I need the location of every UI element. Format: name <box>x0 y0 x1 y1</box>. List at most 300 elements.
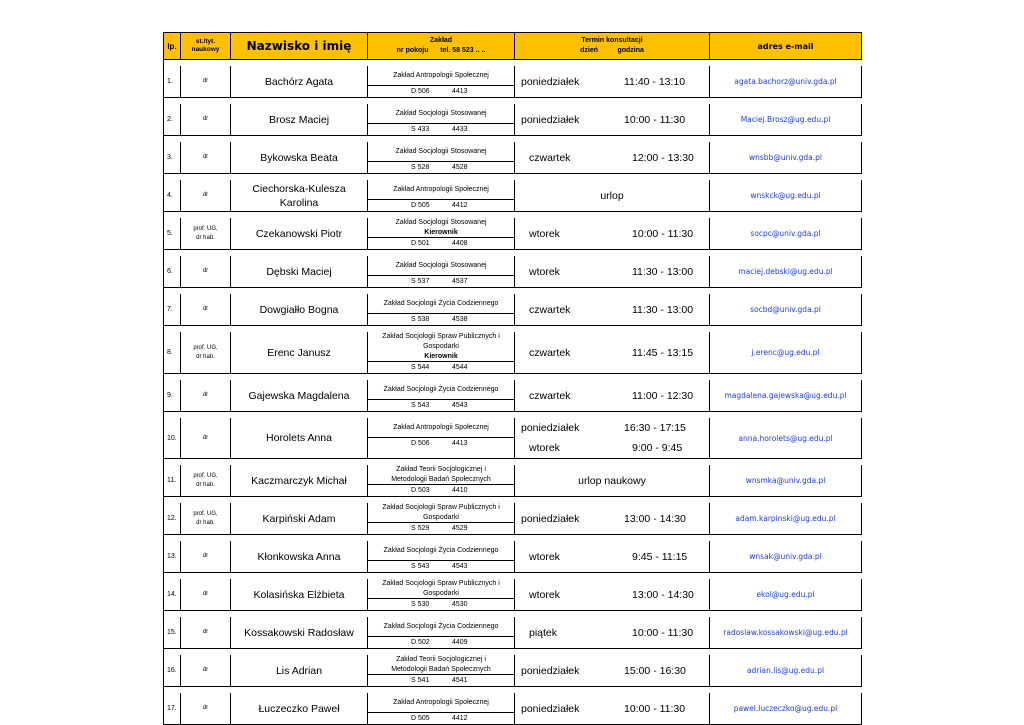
phone-extension: 4538 <box>452 316 468 323</box>
department-name-line: Zakład Teorii Socjologicznej i <box>396 655 486 663</box>
consultation-time <box>515 256 710 288</box>
email-link[interactable]: anna.horolets@ug.edu.pl <box>710 418 862 459</box>
academic-title <box>181 693 231 725</box>
header-lp: lp. <box>164 33 181 60</box>
person-name <box>231 465 368 497</box>
header-consultation <box>515 33 710 60</box>
department-name-line: Zakład Socjologii Stosowanej <box>395 147 487 155</box>
table-row <box>164 180 862 212</box>
academic-title-line1: prof. UG, <box>193 510 218 517</box>
table-row <box>164 579 862 611</box>
room-phone <box>368 399 514 411</box>
consultation-hours: 10:00 - 11:30 <box>632 626 694 639</box>
consultation-time <box>515 332 710 374</box>
consultation-day: poniedziałek <box>521 113 580 126</box>
table-row <box>164 418 862 459</box>
email-link[interactable]: pawel.luczeczko@ug.edu.pl <box>710 693 862 725</box>
consultation-hours: 11:40 - 13:10 <box>624 75 686 88</box>
academic-title-line2: dr hab. <box>196 234 215 241</box>
consultation-time <box>515 66 710 98</box>
phone-extension: 4410 <box>452 487 468 494</box>
person-name-line1: Kossakowski Radosław <box>244 626 354 639</box>
header-room-phone: nr pokoju tel. 58 523 .. .. <box>396 47 486 54</box>
department-name-line: Gospodarki <box>423 342 459 350</box>
email-link[interactable]: wnsbb@univ.gda.pl <box>710 142 862 174</box>
phone-extension: 4408 <box>452 240 468 247</box>
academic-title <box>181 503 231 535</box>
consultation-hours: 10:00 - 11:30 <box>624 113 686 126</box>
email-link[interactable]: socpc@univ.gda.pl <box>710 218 862 250</box>
row-number: 17. <box>164 693 181 725</box>
room-phone <box>368 636 514 648</box>
email-link[interactable]: radoslaw.kossakowski@ug.edu.pl <box>710 617 862 649</box>
room-phone <box>368 123 514 135</box>
table-body <box>164 60 862 725</box>
header-department <box>368 33 515 60</box>
row-number: 9. <box>164 380 181 412</box>
department-name <box>368 693 514 712</box>
head-of-department-label: Kierownik <box>424 352 458 360</box>
department-name <box>368 332 514 361</box>
consultation-time <box>515 142 710 174</box>
consultation-hours: 10:00 - 11:30 <box>624 702 686 715</box>
row-number: 2. <box>164 104 181 136</box>
person-name <box>231 180 368 212</box>
header-name-text: Nazwisko i imię <box>246 39 352 53</box>
header-title-line2: naukowy <box>191 46 220 53</box>
person-name-line1: Ciechorska-Kulesza <box>252 182 346 195</box>
consultation-slot <box>515 624 709 641</box>
academic-title-line1: dr <box>202 154 209 160</box>
consultation-time <box>515 418 710 459</box>
person-name <box>231 380 368 412</box>
academic-title-line1: dr <box>202 268 209 274</box>
row-number: 15. <box>164 617 181 649</box>
academic-title <box>181 180 231 212</box>
header-consultation-label: Termin konsultacji <box>581 37 643 44</box>
department-cell <box>368 579 515 611</box>
department-cell <box>368 380 515 412</box>
academic-title-line2: dr hab. <box>196 481 215 488</box>
room-number: S 543 <box>411 563 430 570</box>
person-name-line1: Łuczeczko Paweł <box>258 702 340 715</box>
department-name-line: Zakład Socjologii Stosowanej <box>395 109 487 117</box>
consultation-day: poniedziałek <box>521 664 580 677</box>
phone-extension: 4433 <box>452 126 468 133</box>
table-row <box>164 617 862 649</box>
room-number: D 502 <box>411 639 430 646</box>
department-name-line: Zakład Socjologii Spraw Publicznych i <box>382 579 500 587</box>
table-row <box>164 218 862 250</box>
department-name-line: Zakład Socjologii Stosowanej <box>395 261 487 269</box>
header-day-hour: dzień godzina <box>580 47 644 54</box>
table-row <box>164 465 862 497</box>
consultation-status: urlop <box>600 189 624 202</box>
department-cell <box>368 541 515 573</box>
consultation-time <box>515 218 710 250</box>
academic-title-line1: dr <box>202 392 209 398</box>
phone-extension: 4409 <box>452 639 468 646</box>
room-number: D 505 <box>411 202 430 209</box>
consultation-time <box>515 104 710 136</box>
header-row <box>164 33 862 60</box>
consultation-hours: 9:45 - 11:15 <box>632 550 688 563</box>
phone-extension: 4413 <box>452 440 468 447</box>
consultation-slot <box>515 438 709 458</box>
department-name-line: Zakład Teorii Socjologicznej i <box>396 465 486 473</box>
consultation-day: poniedziałek <box>521 512 580 525</box>
person-name <box>231 256 368 288</box>
email-link[interactable]: magdalena.gajewska@ug.edu.pl <box>710 380 862 412</box>
consultation-slot <box>515 344 709 361</box>
consultation-time <box>515 380 710 412</box>
row-number: 12. <box>164 503 181 535</box>
consultation-hours: 10:00 - 11:30 <box>632 227 694 240</box>
department-name <box>368 104 514 123</box>
consultation-day: czwartek <box>529 151 571 164</box>
row-number: 1. <box>164 66 181 98</box>
department-cell <box>368 617 515 649</box>
phone-extension: 4537 <box>452 278 468 285</box>
consultation-day: wtorek <box>529 265 560 278</box>
header-email: adres e-mail <box>710 33 862 60</box>
academic-title-line1: dr <box>202 667 209 673</box>
academic-title <box>181 218 231 250</box>
consultation-day: czwartek <box>529 389 571 402</box>
person-name-line1: Bykowska Beata <box>260 151 338 164</box>
person-name-line2: Karolina <box>279 196 319 209</box>
person-name-line1: Dowgiałło Bogna <box>259 303 339 316</box>
consultation-time <box>515 294 710 326</box>
row-number: 5. <box>164 218 181 250</box>
email-link[interactable]: wnsak@univ.gda.pl <box>710 541 862 573</box>
consultation-slot <box>515 548 709 565</box>
academic-title <box>181 332 231 374</box>
department-name-line: Gospodarki <box>423 513 459 521</box>
table-row <box>164 541 862 573</box>
department-name-line: Zakład Antropologii Społecznej <box>393 185 489 193</box>
department-name-line: Zakład Socjologii Życia Codziennego <box>383 546 499 554</box>
email-link[interactable]: adam.karpinski@ug.edu.pl <box>710 503 862 535</box>
table-row <box>164 380 862 412</box>
consultation-time <box>515 465 710 497</box>
department-cell <box>368 503 515 535</box>
room-phone <box>368 560 514 572</box>
department-name-line: Zakład Antropologii Społecznej <box>393 423 489 431</box>
phone-extension: 4543 <box>452 563 468 570</box>
room-phone <box>368 712 514 724</box>
email-link[interactable]: maciej.debski@ug.edu.pl <box>710 256 862 288</box>
department-name <box>368 503 514 522</box>
person-name-line1: Gajewska Magdalena <box>248 389 350 402</box>
academic-title <box>181 579 231 611</box>
department-name-line: Zakład Antropologii Społecznej <box>393 698 489 706</box>
academic-title <box>181 541 231 573</box>
room-number: D 503 <box>411 487 430 494</box>
department-cell <box>368 104 515 136</box>
person-name <box>231 66 368 98</box>
consultation-slot <box>515 225 709 242</box>
academic-title <box>181 465 231 497</box>
consultation-hours: 9:00 - 9:45 <box>632 442 683 454</box>
consultation-table-wrapper <box>163 32 861 725</box>
consultation-hours: 16:30 - 17:15 <box>624 422 686 434</box>
table-row <box>164 693 862 725</box>
email-link[interactable]: agata.bachorz@univ.gda.pl <box>710 66 862 98</box>
consultation-hours: 15:00 - 16:30 <box>624 664 686 677</box>
row-number: 3. <box>164 142 181 174</box>
consultation-table <box>163 32 862 725</box>
header-title <box>181 33 231 60</box>
room-phone <box>368 361 514 373</box>
department-name-line: Metodologii Badań Społecznych <box>391 475 491 483</box>
department-cell <box>368 180 515 212</box>
email-link[interactable]: ekol@ug.edu.pl <box>710 579 862 611</box>
department-cell <box>368 66 515 98</box>
email-link[interactable]: Maciej.Brosz@ug.edu.pl <box>710 104 862 136</box>
consultation-slot <box>515 263 709 280</box>
email-link[interactable]: adrian.lis@ug.edu.pl <box>710 655 862 687</box>
person-name-line1: Kłonkowska Anna <box>257 550 341 563</box>
department-name <box>368 541 514 560</box>
room-number: D 506 <box>411 88 430 95</box>
consultation-day: wtorek <box>529 227 560 240</box>
academic-title <box>181 655 231 687</box>
consultation-slot <box>515 586 709 603</box>
person-name-line1: Erenc Janusz <box>267 346 331 359</box>
room-number: D 501 <box>411 240 430 247</box>
row-number: 6. <box>164 256 181 288</box>
consultation-time <box>515 180 710 212</box>
department-cell <box>368 418 515 459</box>
consultation-hours: 11:45 - 13:15 <box>632 346 694 359</box>
consultation-day: czwartek <box>529 303 571 316</box>
department-cell <box>368 332 515 374</box>
phone-extension: 4412 <box>452 202 468 209</box>
phone-extension: 4413 <box>452 88 468 95</box>
room-phone <box>368 674 514 686</box>
consultation-time <box>515 579 710 611</box>
academic-title-line1: dr <box>202 553 209 559</box>
header-title-line1: st./tyt. <box>195 38 216 45</box>
person-name-line1: Karpiński Adam <box>262 512 336 525</box>
person-name-line1: Kolasińska Elżbieta <box>253 588 345 601</box>
consultation-hours: 11:30 - 13:00 <box>632 265 694 278</box>
consultation-time <box>515 503 710 535</box>
department-name <box>368 579 514 598</box>
department-name <box>368 66 514 85</box>
academic-title <box>181 142 231 174</box>
department-cell <box>368 294 515 326</box>
person-name <box>231 503 368 535</box>
academic-title <box>181 418 231 459</box>
person-name <box>231 332 368 374</box>
academic-title-line1: dr <box>202 629 209 635</box>
row-number: 10. <box>164 418 181 459</box>
row-number: 13. <box>164 541 181 573</box>
table-row <box>164 503 862 535</box>
consultation-time <box>515 541 710 573</box>
person-name-line1: Bachórz Agata <box>264 75 334 88</box>
consultation-slot <box>515 149 709 166</box>
head-of-department-label: Kierownik <box>424 228 458 236</box>
consultation-day: czwartek <box>529 346 571 359</box>
department-cell <box>368 693 515 725</box>
department-name <box>368 256 514 275</box>
person-name <box>231 218 368 250</box>
person-name-line1: Brosz Maciej <box>268 113 330 126</box>
consultation-slot <box>515 418 709 438</box>
table-row <box>164 332 862 374</box>
table-row <box>164 256 862 288</box>
consultation-day: poniedziałek <box>521 702 580 715</box>
department-name-line: Zakład Socjologii Życia Codziennego <box>383 299 499 307</box>
academic-title <box>181 66 231 98</box>
consultation-slot <box>515 662 709 679</box>
email-link[interactable]: j.erenc@ug.edu.pl <box>710 332 862 374</box>
academic-title-line1: dr <box>202 78 209 84</box>
room-number: S 537 <box>411 278 430 285</box>
person-name-line1: Lis Adrian <box>275 664 323 677</box>
room-number: D 505 <box>411 715 430 722</box>
table-row <box>164 655 862 687</box>
academic-title <box>181 294 231 326</box>
consultation-day: poniedziałek <box>521 422 580 434</box>
department-name <box>368 655 514 674</box>
department-name <box>368 294 514 313</box>
department-name-line: Zakład Socjologii Spraw Publicznych i <box>382 503 500 511</box>
header-name <box>231 33 368 60</box>
academic-title-line2: dr hab. <box>196 519 215 526</box>
table-row <box>164 104 862 136</box>
consultation-day: wtorek <box>529 588 560 601</box>
person-name <box>231 142 368 174</box>
row-number: 16. <box>164 655 181 687</box>
phone-extension: 4528 <box>452 164 468 171</box>
phone-extension: 4412 <box>452 715 468 722</box>
person-name-line1: Horolets Anna <box>266 432 332 444</box>
consultation-hours: 11:30 - 13:00 <box>632 303 694 316</box>
department-name-line: Zakład Socjologii Stosowanej <box>395 218 487 226</box>
academic-title-line1: dr <box>202 434 209 441</box>
room-phone <box>368 598 514 610</box>
academic-title-line2: dr hab. <box>196 353 215 360</box>
room-phone <box>368 161 514 173</box>
room-number: S 541 <box>411 677 430 684</box>
phone-extension: 4529 <box>452 525 468 532</box>
room-phone <box>368 237 514 249</box>
department-name <box>368 418 514 437</box>
academic-title-line1: dr <box>202 116 209 122</box>
email-link[interactable]: socbd@univ.gda.pl <box>710 294 862 326</box>
department-name <box>368 142 514 161</box>
academic-title-line1: dr <box>202 591 209 597</box>
consultation-slot <box>515 111 709 128</box>
academic-title-line1: prof. UG, <box>193 225 218 232</box>
row-number: 8. <box>164 332 181 374</box>
row-number: 11. <box>164 465 181 497</box>
academic-title-line1: prof. UG, <box>193 472 218 479</box>
email-link[interactable]: wnskck@ug.edu.pl <box>710 180 862 212</box>
academic-title-line1: prof. UG, <box>193 344 218 351</box>
department-name <box>368 180 514 199</box>
consultation-day: piątek <box>529 626 558 639</box>
consultation-time <box>515 655 710 687</box>
person-name <box>231 104 368 136</box>
room-number: S 543 <box>411 402 430 409</box>
person-name <box>231 418 368 459</box>
table-row <box>164 66 862 98</box>
department-cell <box>368 142 515 174</box>
table-row <box>164 142 862 174</box>
department-name-line: Zakład Antropologii Społecznej <box>393 71 489 79</box>
consultation-time <box>515 617 710 649</box>
academic-title-line1: dr <box>202 705 209 711</box>
room-number: S 530 <box>411 601 430 608</box>
person-name <box>231 541 368 573</box>
department-cell <box>368 655 515 687</box>
person-name <box>231 579 368 611</box>
person-name <box>231 294 368 326</box>
consultation-day: wtorek <box>529 442 560 454</box>
academic-title <box>181 104 231 136</box>
phone-extension: 4543 <box>452 402 468 409</box>
department-cell <box>368 256 515 288</box>
person-name <box>231 655 368 687</box>
room-phone <box>368 313 514 325</box>
department-name-line: Metodologii Badań Społecznych <box>391 665 491 673</box>
department-name-line: Zakład Socjologii Spraw Publicznych i <box>382 332 500 340</box>
room-number: S 538 <box>411 316 430 323</box>
person-name-line1: Czekanowski Piotr <box>255 227 343 240</box>
email-link[interactable]: wnsmka@univ.gda.pl <box>710 465 862 497</box>
room-phone <box>368 275 514 287</box>
room-number: D 506 <box>411 440 430 447</box>
person-name <box>231 617 368 649</box>
department-name <box>368 380 514 399</box>
room-phone <box>368 437 514 449</box>
row-number: 4. <box>164 180 181 212</box>
department-name-line: Gospodarki <box>423 589 459 597</box>
phone-extension: 4530 <box>452 601 468 608</box>
consultation-slot <box>515 73 709 90</box>
row-number: 7. <box>164 294 181 326</box>
consultation-slot <box>515 510 709 527</box>
consultation-status: urlop naukowy <box>578 474 646 487</box>
room-phone <box>368 484 514 496</box>
room-number: S 528 <box>411 164 430 171</box>
academic-title-line1: dr <box>202 192 209 198</box>
consultation-time <box>515 693 710 725</box>
room-number: S 433 <box>411 126 430 133</box>
header-department-label: Zakład <box>429 37 453 44</box>
consultation-hours: 11:00 - 12:30 <box>632 389 694 402</box>
row-number: 14. <box>164 579 181 611</box>
consultation-slot <box>515 301 709 318</box>
room-phone <box>368 85 514 97</box>
person-name-line1: Dębski Maciej <box>266 265 332 278</box>
room-number: S 529 <box>411 525 430 532</box>
phone-extension: 4541 <box>452 677 468 684</box>
department-name <box>368 218 514 237</box>
consultation-slot <box>515 700 709 717</box>
department-cell <box>368 218 515 250</box>
room-phone <box>368 199 514 211</box>
academic-title <box>181 617 231 649</box>
department-cell <box>368 465 515 497</box>
academic-title <box>181 380 231 412</box>
department-name-line: Zakład Socjologii Życia Codziennego <box>383 385 499 393</box>
